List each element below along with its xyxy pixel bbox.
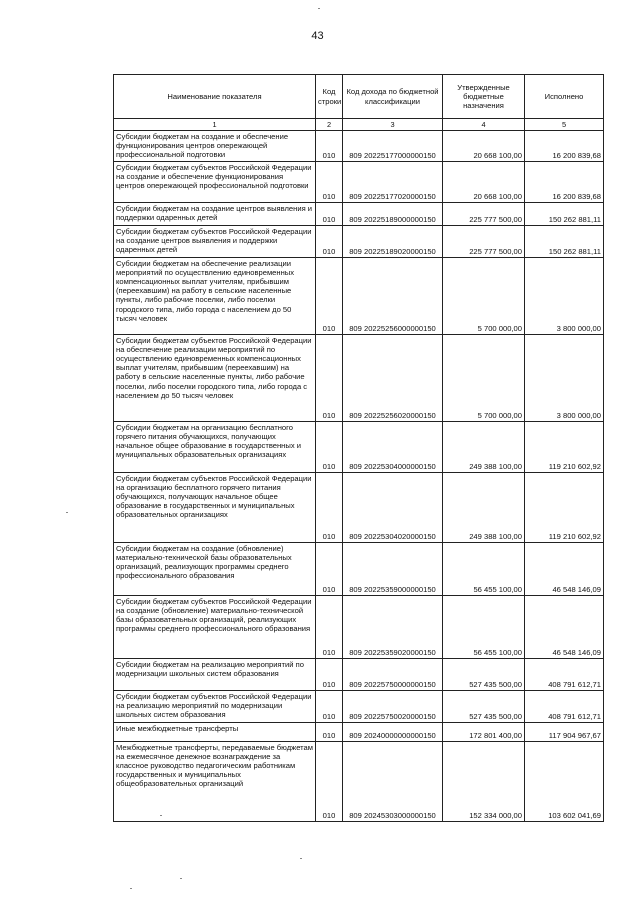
row-approved: 172 801 400,00 — [443, 723, 525, 742]
row-executed: 408 791 612,71 — [525, 659, 604, 691]
row-name: Межбюджетные трансферты, передаваемые бюджетам на ежемесячное денежное вознаграждение за классное руководство педагогическим работникам государственных и муниципальных общеобразовательных организаций — [114, 742, 316, 822]
row-income-code: 809 20225256000000150 — [343, 258, 443, 335]
table-row — [114, 691, 604, 723]
page-number: 43 — [311, 30, 324, 42]
table-row — [114, 226, 604, 258]
row-executed: 150 262 881,11 — [525, 226, 604, 258]
scan-speck — [318, 8, 320, 9]
row-executed: 408 791 612,71 — [525, 691, 604, 723]
row-name: Субсидии бюджетам субъектов Российской Федерации на реализацию мероприятий по модернизации школьных систем образования — [114, 691, 316, 723]
row-executed: 3 800 000,00 — [525, 258, 604, 335]
row-income-code: 809 20225304020000150 — [343, 473, 443, 543]
row-executed: 16 200 839,68 — [525, 131, 604, 162]
row-income-code: 809 20245303000000150 — [343, 742, 443, 822]
row-executed: 117 904 967,67 — [525, 723, 604, 742]
row-income-code: 809 20225189000000150 — [343, 203, 443, 226]
row-name: Субсидии бюджетам субъектов Российской Федерации на организацию бесплатного горячего питания обучающихся, получающих начальное общее образование в государственных и муниципальных образовательных организациях — [114, 473, 316, 543]
row-executed: 46 548 146,09 — [525, 596, 604, 659]
row-approved: 20 668 100,00 — [443, 162, 525, 203]
row-income-code: 809 20225359020000150 — [343, 596, 443, 659]
row-approved: 5 700 000,00 — [443, 335, 525, 422]
row-income-code: 809 20225750020000150 — [343, 691, 443, 723]
column-number-row — [114, 119, 604, 131]
row-income-code: 809 20240000000000150 — [343, 723, 443, 742]
row-income-code: 809 20225256020000150 — [343, 335, 443, 422]
row-name: Субсидии бюджетам на обеспечение реализации мероприятий по осуществлению единовременных компенсационных выплат учителям, прибывшим (переехавшим) на работу в сельские населенные пункты, либо рабочие поселки, либо поселки городского типа, либо города с населением до 50 тысяч человек — [114, 258, 316, 335]
row-line-code: 010 — [316, 162, 343, 203]
row-line-code: 010 — [316, 422, 343, 473]
row-approved: 225 777 500,00 — [443, 226, 525, 258]
scan-speck — [130, 888, 132, 889]
row-income-code: 809 20225177020000150 — [343, 162, 443, 203]
row-income-code: 809 20225304000000150 — [343, 422, 443, 473]
row-line-code: 010 — [316, 203, 343, 226]
row-name: Субсидии бюджетам на создание (обновление) материально-технической базы образовательных организаций, реализующих программы среднего профессионального образования — [114, 543, 316, 596]
scan-speck — [160, 815, 162, 816]
header-line-code: Код строки — [316, 75, 343, 119]
row-line-code: 010 — [316, 131, 343, 162]
row-line-code: 010 — [316, 742, 343, 822]
row-income-code: 809 20225189020000150 — [343, 226, 443, 258]
row-name: Субсидии бюджетам субъектов Российской Федерации на создание и обеспечение функционирования центров опережающей профессиональной подготовки — [114, 162, 316, 203]
header-executed: Исполнено — [525, 75, 604, 119]
row-income-code: 809 20225359000000150 — [343, 543, 443, 596]
row-approved: 249 388 100,00 — [443, 422, 525, 473]
header-row — [114, 75, 604, 119]
scan-speck — [300, 858, 302, 859]
table-row — [114, 258, 604, 335]
table-row — [114, 543, 604, 596]
row-name: Субсидии бюджетам на создание центров выявления и поддержки одаренных детей — [114, 203, 316, 226]
row-income-code: 809 20225177000000150 — [343, 131, 443, 162]
row-name: Субсидии бюджетам на реализацию мероприятий по модернизации школьных систем образования — [114, 659, 316, 691]
row-line-code: 010 — [316, 335, 343, 422]
column-number: 4 — [443, 119, 525, 131]
header-name: Наименование показателя — [114, 75, 316, 119]
column-number: 2 — [316, 119, 343, 131]
row-name: Субсидии бюджетам на организацию бесплатного горячего питания обучающихся, получающих начальное общее образование в государственных и муниципальных образовательных организациях — [114, 422, 316, 473]
column-number: 3 — [343, 119, 443, 131]
row-approved: 152 334 000,00 — [443, 742, 525, 822]
row-executed: 119 210 602,92 — [525, 422, 604, 473]
table-row — [114, 203, 604, 226]
row-name: Иные межбюджетные трансферты — [114, 723, 316, 742]
row-approved: 56 455 100,00 — [443, 596, 525, 659]
row-line-code: 010 — [316, 723, 343, 742]
scan-speck — [66, 512, 68, 513]
row-executed: 150 262 881,11 — [525, 203, 604, 226]
row-executed: 46 548 146,09 — [525, 543, 604, 596]
row-approved: 56 455 100,00 — [443, 543, 525, 596]
row-name: Субсидии бюджетам на создание и обеспечение функционирования центров опережающей профессиональной подготовки — [114, 131, 316, 162]
row-approved: 225 777 500,00 — [443, 203, 525, 226]
table-row — [114, 131, 604, 162]
table-row — [114, 596, 604, 659]
row-line-code: 010 — [316, 659, 343, 691]
table-row — [114, 473, 604, 543]
table-row — [114, 742, 604, 822]
row-line-code: 010 — [316, 543, 343, 596]
row-income-code: 809 20225750000000150 — [343, 659, 443, 691]
column-number: 1 — [114, 119, 316, 131]
row-approved: 5 700 000,00 — [443, 258, 525, 335]
row-line-code: 010 — [316, 226, 343, 258]
row-name: Субсидии бюджетам субъектов Российской Федерации на обеспечение реализации мероприятий по осуществлению единовременных компенсационных выплат учителям, прибывшим (переехавшим) на работу в сельские населенные пункты, либо рабочие поселки, либо поселки городского типа, либо города с населением до 50 тысяч человек — [114, 335, 316, 422]
table-row — [114, 335, 604, 422]
row-executed: 119 210 602,92 — [525, 473, 604, 543]
row-line-code: 010 — [316, 691, 343, 723]
row-line-code: 010 — [316, 596, 343, 659]
row-line-code: 010 — [316, 473, 343, 543]
row-approved: 527 435 500,00 — [443, 659, 525, 691]
row-name: Субсидии бюджетам субъектов Российской Федерации на создание центров выявления и поддержки одаренных детей — [114, 226, 316, 258]
budget-execution-table — [113, 74, 604, 822]
column-number: 5 — [525, 119, 604, 131]
header-income-code: Код дохода по бюджетной классификации — [343, 75, 443, 119]
row-approved: 527 435 500,00 — [443, 691, 525, 723]
row-approved: 20 668 100,00 — [443, 131, 525, 162]
table-row — [114, 422, 604, 473]
row-executed: 16 200 839,68 — [525, 162, 604, 203]
table-row — [114, 162, 604, 203]
header-approved: Утвержденные бюджетные назначения — [443, 75, 525, 119]
table-row — [114, 723, 604, 742]
row-line-code: 010 — [316, 258, 343, 335]
row-name: Субсидии бюджетам субъектов Российской Федерации на создание (обновление) материально-технической базы образовательных организаций, реализующих программы среднего профессионального образования — [114, 596, 316, 659]
row-approved: 249 388 100,00 — [443, 473, 525, 543]
row-executed: 103 602 041,69 — [525, 742, 604, 822]
row-executed: 3 800 000,00 — [525, 335, 604, 422]
table-row — [114, 659, 604, 691]
scan-speck — [180, 878, 182, 879]
